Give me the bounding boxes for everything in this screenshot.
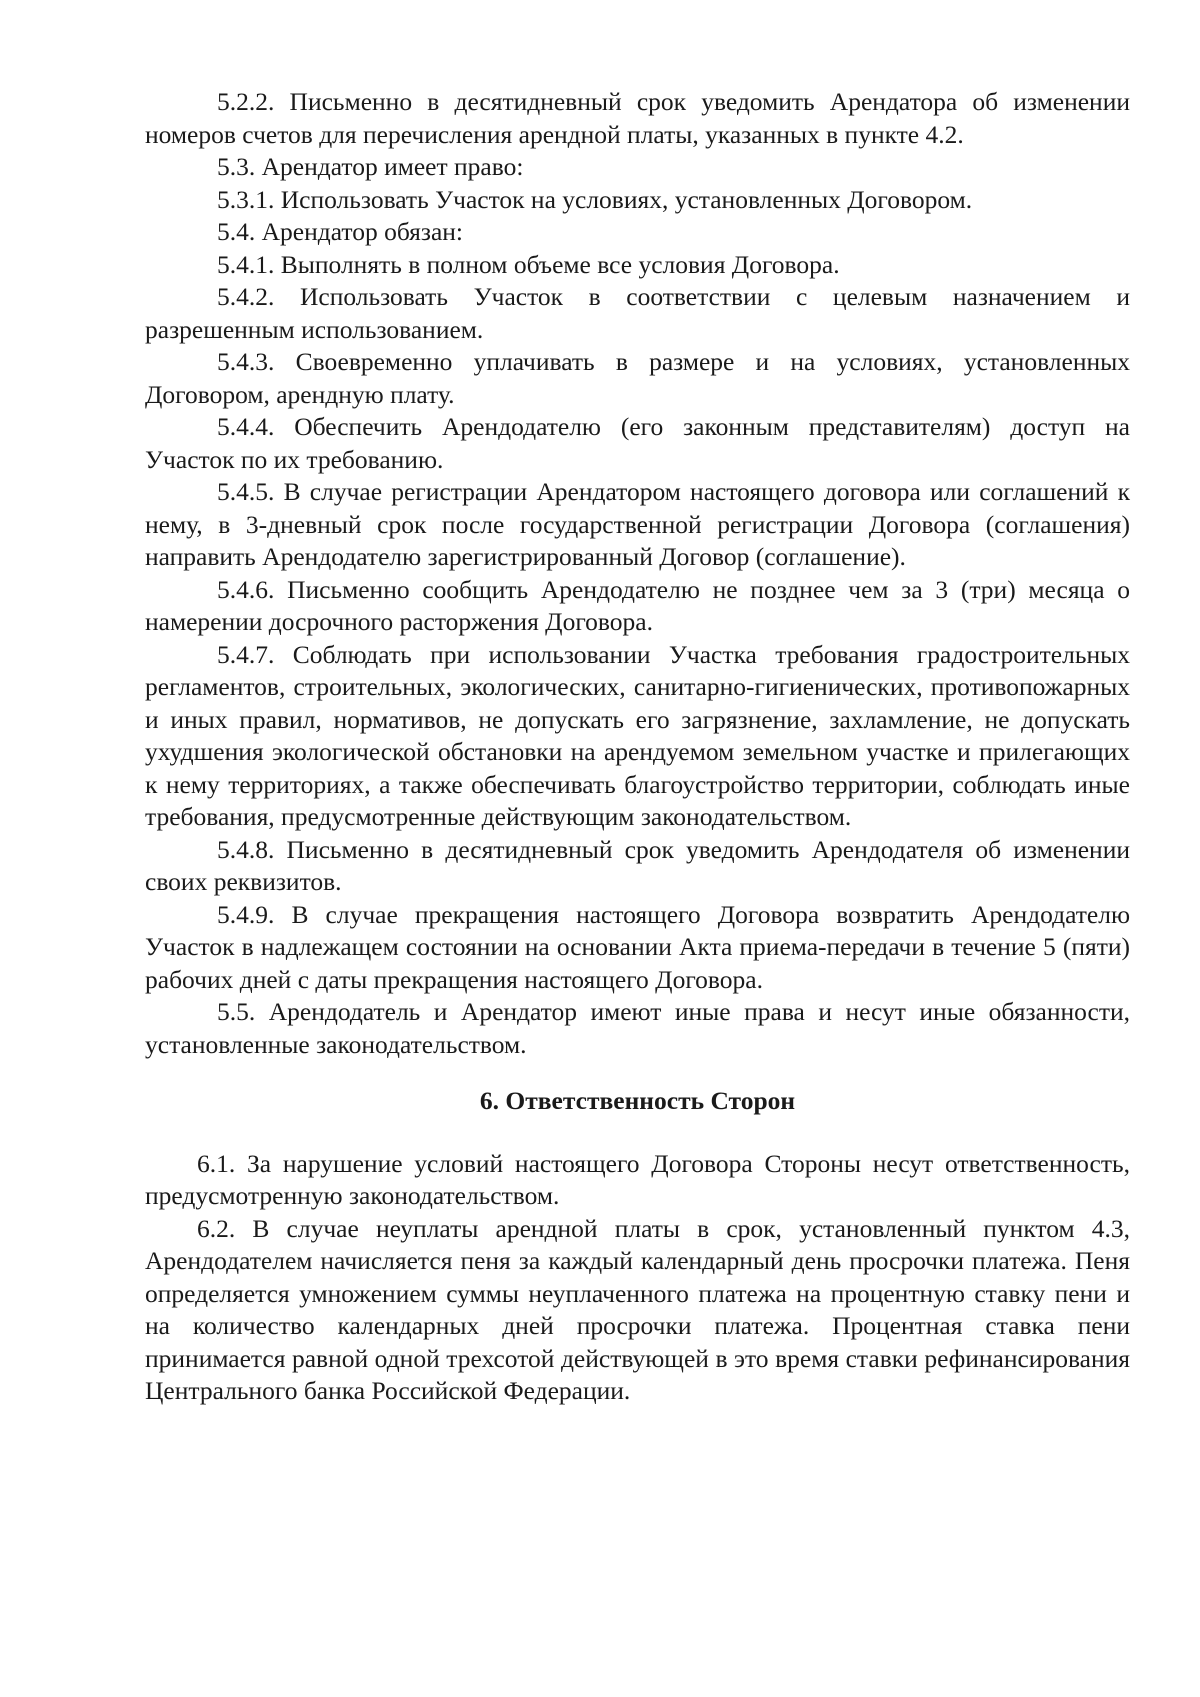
clause-5-4-1: 5.4.1. Выполнять в полном объеме все условия Договора. — [217, 249, 840, 279]
clause-5-4-9: 5.4.9. В случае прекращения настоящего Договора возвратить Арендодателю Участок в надлежащем состоянии на основании Акта приема-передачи в течение 5 (пяти) рабочих дней с даты прекращения настоящего Договора. — [145, 899, 1130, 994]
section-6 — [145, 1085, 1130, 1408]
clause-5-3-1: 5.3.1. Использовать Участок на условиях, установленных Договором. — [217, 184, 973, 214]
clause-6-1: 6.1. За нарушение условий настоящего Договора Стороны несут ответственность, предусмотренную законодательством. — [145, 1148, 1130, 1210]
section-6-heading: 6. Ответственность Сторон — [479, 1086, 796, 1115]
clause-5-4-4: 5.4.4. Обеспечить Арендодателю (его законным представителям) доступ на Участок по их требованию. — [145, 412, 1130, 474]
clause-5-2-2: 5.2.2. Письменно в десятидневный срок уведомить Арендатора об изменении номеров счетов для перечисления арендной платы, указанных в пункте 4.2. — [145, 87, 1130, 149]
clause-5-3: 5.3. Арендатор имеет право: — [217, 152, 524, 181]
clause-5-4-6: 5.4.6. Письменно сообщить Арендодателю не позднее чем за 3 (три) месяца о намерении досрочного расторжения Договора. — [145, 574, 1130, 636]
clause-5-5: 5.5. Арендодатель и Арендатор имеют иные права и несут иные обязанности, установленные законодательством. — [145, 997, 1130, 1059]
clause-5-4-5: 5.4.5. В случае регистрации Арендатором настоящего договора или соглашений к нему, в 3-дневный срок после государственной регистрации Договора (соглашения) направить Арендодателю зарегистрированный Договор (соглашение). — [145, 477, 1130, 571]
document-page — [145, 86, 1130, 1408]
clause-5-4-8: 5.4.8. Письменно в десятидневный срок уведомить Арендодателя об изменении своих реквизитов. — [145, 834, 1130, 896]
clause-5-4-7: 5.4.7. Соблюдать при использовании Участка требования градостроительных регламентов, строительных, экологических, санитарно-гигиенических, противопожарных и иных правил, нормативов, не допускать его загрязнение, захламление, не допускать ухудшения экологической обстановки на арендуемом земельном участке и прилегающих к нему территориях, а также обеспечивать благоустройство территории, соблюдать иные требования, предусмотренные действующим законодательством. — [145, 639, 1130, 831]
clause-5-4: 5.4. Арендатор обязан: — [217, 217, 464, 246]
clause-6-2: 6.2. В случае неуплаты арендной платы в срок, установленный пунктом 4.3, Арендодателем начисляется пеня за каждый календарный день просрочки платежа. Пеня определяется умножением суммы неуплаченного платежа на процентную ставку пени и на количество календарных дней просрочки платежа. Процентная ставка пени принимается равной одной трехсотой действующей в это время ставки рефинансирования Центрального банка Российской Федерации. — [145, 1213, 1130, 1405]
clause-5-4-3: 5.4.3. Своевременно уплачивать в размере и на условиях, установленных Договором, арендную плату. — [145, 347, 1130, 409]
clause-5-4-2: 5.4.2. Использовать Участок в соответствии с целевым назначением и разрешенным использованием. — [145, 282, 1130, 344]
